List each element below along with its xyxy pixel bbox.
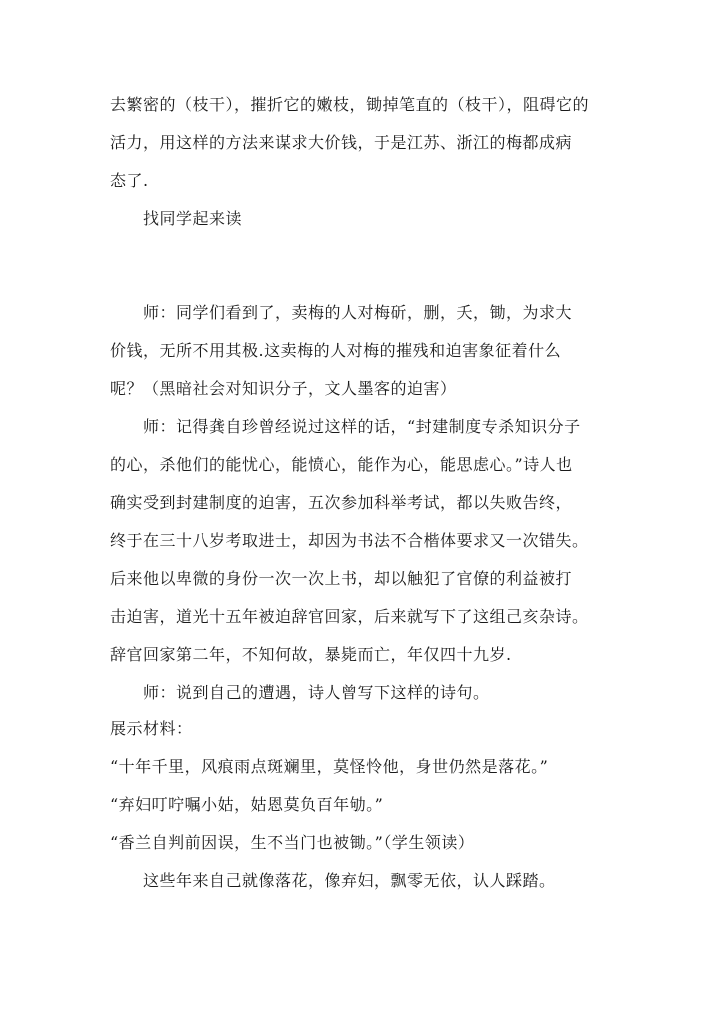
text-line: 师：同学们看到了，卖梅的人对梅斫，删，夭，锄，为求大 [110,303,573,322]
text-line: 价钱，无所不用其极.这卖梅的人对梅的摧残和迫害象征着什么 [110,341,562,360]
text-line: “十年千里，风痕雨点斑斓里，莫怪怜他，身世仍然是落花。” [110,757,549,776]
text-line: 呢？（黑暗社会对知识分子，文人墨客的迫害） [110,379,457,398]
text-line: 展示材料： [110,719,193,738]
text-line: “弃妇叮咛嘱小姑，姑恩莫负百年劬。” [110,795,384,814]
text-line: “香兰自判前因误，生不当门也被锄。”（学生领读） [110,833,475,852]
text-line: 确实受到封建制度的迫害，五次参加科举考试，都以失败告终， [110,493,573,512]
text-line: 终于在三十八岁考取进士，却因为书法不合楷体要求又一次错失。 [110,531,589,550]
text-line: 这些年来自己就像落花，像弃妇，飘零无依，认人踩踏。 [110,871,556,890]
text-line: 的心，杀他们的能忧心，能愤心，能作为心，能思虑心。”诗人也 [110,455,573,474]
text-line: 击迫害，道光十五年被迫辞官回家，后来就写下了这组己亥杂诗。 [110,607,589,626]
text-line: 后来他以卑微的身份一次一次上书，却以触犯了官僚的利益被打 [110,569,573,588]
text-line: 态了. [110,171,149,190]
text-line: 师：说到自己的遭遇，诗人曾写下这样的诗句。 [110,683,490,702]
text-line: 去繁密的（枝干），摧折它的嫩枝，锄掉笔直的（枝干），阻碍它的 [110,95,590,114]
text-line: 辞官回家第二年，不知何故，暴毙而亡，年仅四十九岁. [110,645,512,664]
text-line: 找同学起来读 [110,209,243,228]
text-line: 活力，用这样的方法来谋求大价钱，于是江苏、浙江的梅都成病 [110,133,573,152]
text-line: 师：记得龚自珍曾经说过这样的话，“封建制度专杀知识分子 [110,417,581,436]
